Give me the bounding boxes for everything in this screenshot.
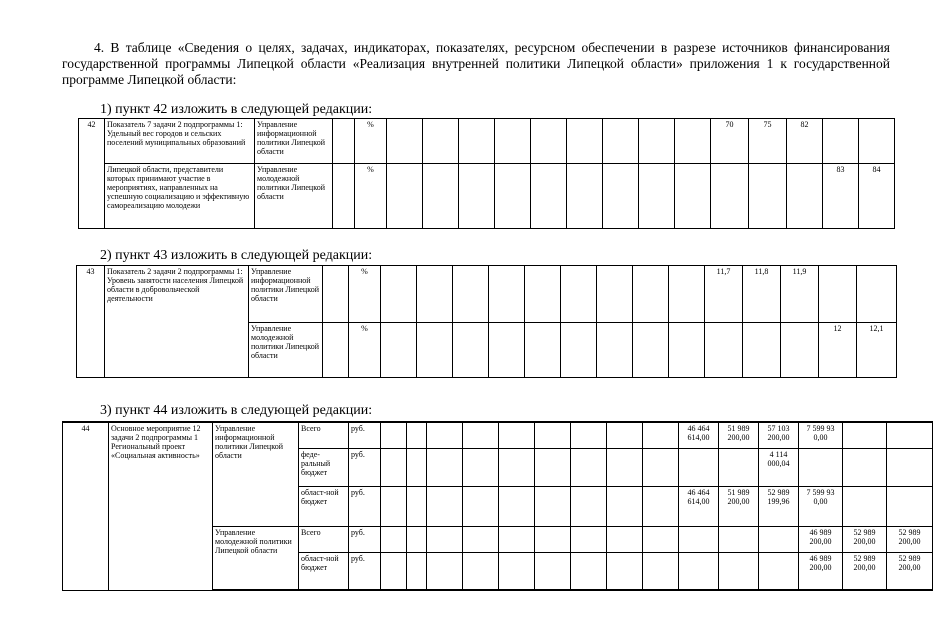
value-cell: 46 989 200,00 [799, 552, 843, 590]
responsible-org: Управление молодежной политики Липецкой области [255, 164, 333, 229]
responsible-org: Управление информационной политики Липецкой области [249, 266, 323, 323]
unit: руб. [349, 552, 381, 590]
value-cell [679, 448, 719, 486]
value-cell [719, 448, 759, 486]
unit: % [349, 323, 381, 378]
row-number: 42 [79, 119, 105, 229]
value-cell: 82 [787, 119, 823, 164]
unit: % [355, 164, 387, 229]
value-cell [719, 526, 759, 552]
funding-source: област-ной бюджет [299, 552, 349, 590]
value-cell: 11,9 [781, 266, 819, 323]
funding-source: Всего [299, 422, 349, 448]
value-cell: 46 464 614,00 [679, 486, 719, 526]
value-cell: 84 [859, 164, 895, 229]
indicator-description: Показатель 7 задачи 2 подпрограммы 1: Удельный вес городов и сельских поселений муниципальных образований [105, 119, 255, 164]
value-cell [887, 486, 933, 526]
unit: % [349, 266, 381, 323]
value-cell: 7 599 93 0,00 [799, 486, 843, 526]
value-cell: 52 989 200,00 [843, 552, 887, 590]
event-description: Основное мероприятие 12 задачи 2 подпрограммы 1 Региональный проект «Социальная активность» [109, 422, 213, 590]
table-item-44 [62, 421, 933, 591]
value-cell: 52 989 200,00 [887, 526, 933, 552]
value-cell: 12 [819, 323, 857, 378]
unit: % [355, 119, 387, 164]
table-item-43 [76, 265, 897, 378]
value-cell: 46 989 200,00 [799, 526, 843, 552]
value-cell [759, 526, 799, 552]
value-cell [887, 448, 933, 486]
section1-heading: 1) пункт 42 изложить в следующей редакции: [100, 102, 373, 117]
section3-heading: 3) пункт 44 изложить в следующей редакции: [100, 403, 373, 418]
value-cell: 12,1 [857, 323, 897, 378]
section2-heading: 2) пункт 43 изложить в следующей редакции: [100, 248, 373, 263]
value-cell: 11,8 [743, 266, 781, 323]
value-cell: 52 989 200,00 [887, 552, 933, 590]
value-cell: 52 989 200,00 [843, 526, 887, 552]
unit: руб. [349, 526, 381, 552]
row-number: 44 [63, 422, 109, 590]
value-cell: 4 114 000,04 [759, 448, 799, 486]
responsible-org: Управление информационной политики Липецкой области [213, 422, 299, 526]
responsible-org: Управление молодежной политики Липецкой области [213, 526, 299, 590]
value-cell: 75 [749, 119, 787, 164]
value-cell: 11,7 [705, 266, 743, 323]
value-cell: 70 [711, 119, 749, 164]
value-cell: 57 103 200,00 [759, 422, 799, 448]
table-item-42 [78, 118, 895, 229]
value-cell: 51 989 200,00 [719, 486, 759, 526]
indicator-description: Липецкой области, представители которых принимают участие в мероприятиях, направленных на успешную социализацию и эффективную самореализацию молодежи [105, 164, 255, 229]
unit: руб. [349, 448, 381, 486]
value-cell [759, 552, 799, 590]
unit: руб. [349, 486, 381, 526]
indicator-description: Показатель 2 задачи 2 подпрограммы 1: Уровень занятости населения Липецкой области в добровольческой деятельности [105, 266, 249, 378]
value-cell: 46 464 614,00 [679, 422, 719, 448]
value-cell [843, 448, 887, 486]
unit: руб. [349, 422, 381, 448]
responsible-org: Управление молодежной политики Липецкой области [249, 323, 323, 378]
intro-paragraph: 4. В таблице «Сведения о целях, задачах, индикаторах, показателях, ресурсном обеспечении в разрезе источников финансирования государственной программы Липецкой области «Реализация внутренней политики Липецкой области» приложения 1 к государственной программе Липецкой области: [62, 40, 890, 87]
value-cell: 52 989 199,96 [759, 486, 799, 526]
value-cell [679, 526, 719, 552]
funding-source: феде-ральный бюджет [299, 448, 349, 486]
value-cell [887, 422, 933, 448]
responsible-org: Управление информационной политики Липецкой области [255, 119, 333, 164]
row-number: 43 [77, 266, 105, 378]
value-cell [799, 448, 843, 486]
value-cell: 7 599 93 0,00 [799, 422, 843, 448]
value-cell [843, 486, 887, 526]
value-cell: 51 989 200,00 [719, 422, 759, 448]
value-cell: 83 [823, 164, 859, 229]
value-cell [719, 552, 759, 590]
value-cell [843, 422, 887, 448]
value-cell [679, 552, 719, 590]
funding-source: област-ной бюджет [299, 486, 349, 526]
funding-source: Всего [299, 526, 349, 552]
